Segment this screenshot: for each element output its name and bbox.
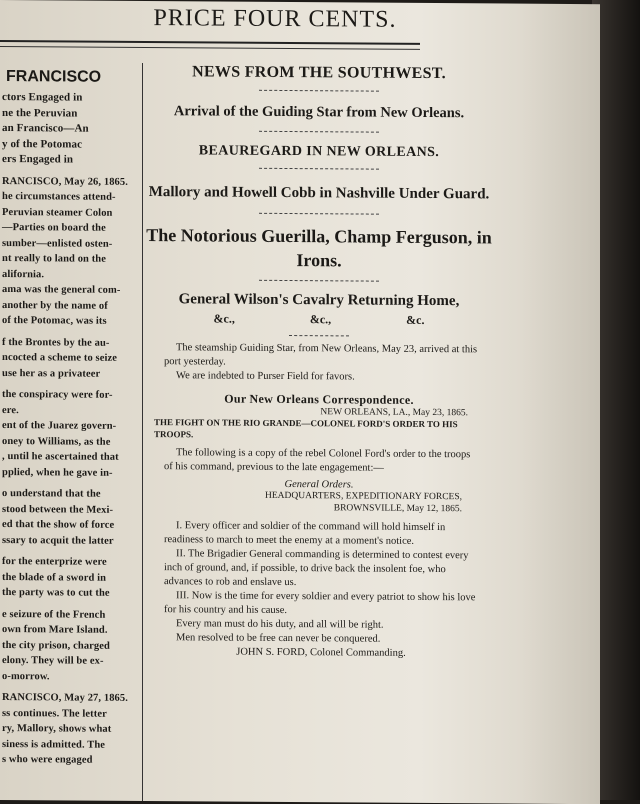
left-column-line: stood between the Mexi- xyxy=(2,503,114,516)
etc-mark: &c. xyxy=(406,312,425,327)
left-column-line: he circumstances attend- xyxy=(2,191,116,203)
left-column-line: the party was to cut the xyxy=(2,587,110,599)
left-column-line: elony. They will be ex- xyxy=(2,655,104,667)
intro-paragraph: We are indebted to Purser Field for favors. xyxy=(176,370,355,383)
headquarters-place-date: BROWNSVILLE, May 12, 1865. xyxy=(333,503,462,515)
order-item: III. Now is the time for every soldier and every patriot to show his love for his country and his cause. xyxy=(164,590,476,617)
left-column-line: nt really to land on the xyxy=(2,253,107,265)
left-column-line: an Francisco—An xyxy=(2,122,89,135)
left-column-line: the blade of a sword in xyxy=(2,571,107,584)
left-column-line: of the Potomac, was its xyxy=(2,315,107,327)
etc-mark: &c., xyxy=(309,312,332,327)
left-column-line: siness is admitted. The xyxy=(2,738,106,751)
column-divider xyxy=(142,63,143,801)
left-column-line: own from Mare Island. xyxy=(2,624,108,636)
separator xyxy=(259,168,379,170)
left-column-line: RANCISCO, May 27, 1865. xyxy=(2,692,128,704)
left-column-line: ry, Mallory, shows what xyxy=(2,723,112,735)
separator xyxy=(259,280,379,282)
intro-paragraphs xyxy=(146,341,492,385)
left-column-line: alifornia. xyxy=(2,268,45,280)
left-column-line: ers Engaged in xyxy=(2,153,74,166)
left-column-line: s who were engaged xyxy=(2,754,93,766)
left-column-line: oney to Williams, as the xyxy=(2,435,111,448)
left-column-line: ncocted a scheme to seize xyxy=(2,352,118,364)
left-column-line: y of the Potomac xyxy=(2,137,83,151)
subheading-rio-grande: THE FIGHT ON THE RIO GRANDE—COLONEL FORD'S ORDER TO HIS TROOPS. xyxy=(154,417,458,440)
separator xyxy=(289,335,349,336)
left-column-line: o understand that the xyxy=(2,488,101,500)
left-column-line: , until he ascertained that xyxy=(2,451,119,463)
left-column-line: for the enterprize were xyxy=(2,556,107,568)
masthead-price: PRICE FOUR CENTS. xyxy=(153,5,397,33)
left-column-line: sumber—enlisted osten- xyxy=(2,237,113,250)
masthead-rule-thin xyxy=(0,46,420,50)
left-column-text xyxy=(0,90,140,768)
left-column-line: another by the name of xyxy=(2,299,108,312)
left-column-line: Peruvian steamer Colon xyxy=(2,206,113,219)
order-item: II. The Brigadier General commanding is determined to contest every inch of ground, and, if possible, to drive back the insolent foe, who advances to rob and enslave us. xyxy=(164,548,469,589)
left-column-line: ed that the show of force xyxy=(2,519,115,531)
headline-guerilla: The Notorious Guerilla, Champ Ferguson, in Irons. xyxy=(146,225,492,271)
order-item: Every man must do his duty, and all will be right. xyxy=(176,618,384,631)
headline-arrival: Arrival of the Guiding Star from New Orleans. xyxy=(173,103,465,122)
left-column-line: ama was the general com- xyxy=(2,284,121,296)
left-column-line: ss continues. The letter xyxy=(2,707,107,720)
masthead-rule xyxy=(0,40,420,45)
left-column-line: ctors Engaged in xyxy=(2,91,83,104)
separator xyxy=(259,131,379,133)
page-shading xyxy=(520,4,600,804)
general-orders-title: General Orders. xyxy=(284,478,354,491)
orders-list xyxy=(146,519,492,661)
left-column-line: pplied, when he gave in- xyxy=(2,466,113,479)
headline-beauregard: BEAUREGARD IN NEW ORLEANS. xyxy=(198,143,440,161)
right-column xyxy=(146,57,492,661)
order-item: Men resolved to be free can never be conquered. xyxy=(176,632,381,645)
correspondence-heading: Our New Orleans Correspondence. xyxy=(224,391,414,407)
signature: JOHN S. FORD, Colonel Commanding. xyxy=(236,646,406,659)
left-column-line: ssary to acquit the latter xyxy=(2,534,114,547)
dateline: NEW ORLEANS, LA., May 23, 1865. xyxy=(320,407,468,419)
etc-row xyxy=(146,311,492,328)
headline-news-southwest: NEWS FROM THE SOUTHWEST. xyxy=(192,63,446,83)
left-column-line: ent of the Juarez govern- xyxy=(2,420,117,432)
left-column-line: —Parties on board the xyxy=(2,222,106,234)
left-column-line: o-morrow. xyxy=(2,670,50,682)
order-intro xyxy=(146,446,492,476)
headline-wilson-cavalry: General Wilson's Cavalry Returning Home, xyxy=(178,291,460,310)
headquarters-line: HEADQUARTERS, EXPEDITIONARY FORCES, xyxy=(264,490,462,503)
left-column-line: e seizure of the French xyxy=(2,608,106,621)
left-column xyxy=(0,62,140,801)
etc-mark: &c., xyxy=(213,311,235,326)
left-column-line: the conspiracy were for- xyxy=(2,389,113,401)
separator xyxy=(259,90,379,92)
separator xyxy=(259,213,379,215)
left-column-line: ere. xyxy=(2,404,19,416)
left-column-title: FRANCISCO xyxy=(6,68,102,86)
left-column-line: RANCISCO, May 26, 1865. xyxy=(2,175,128,188)
left-column-line: the city prison, charged xyxy=(2,639,110,652)
left-column-line: use her as a privateer xyxy=(2,367,101,380)
left-column-line: ne the Peruvian xyxy=(2,106,78,120)
order-intro-paragraph: The following is a copy of the rebel Colonel Ford's order to the troops of his command, previous to the late engagement:— xyxy=(164,447,471,474)
intro-paragraph: The steamship Guiding Star, from New Orleans, May 23, arrived at this port yesterday. xyxy=(164,342,478,368)
headline-mallory: Mallory and Howell Cobb in Nashville Under Guard. xyxy=(148,184,490,203)
order-item: I. Every officer and soldier of the command will hold himself in readiness to march to meet the enemy at a moment's notice. xyxy=(164,520,446,547)
left-column-line: f the Brontes by the au- xyxy=(2,336,110,349)
